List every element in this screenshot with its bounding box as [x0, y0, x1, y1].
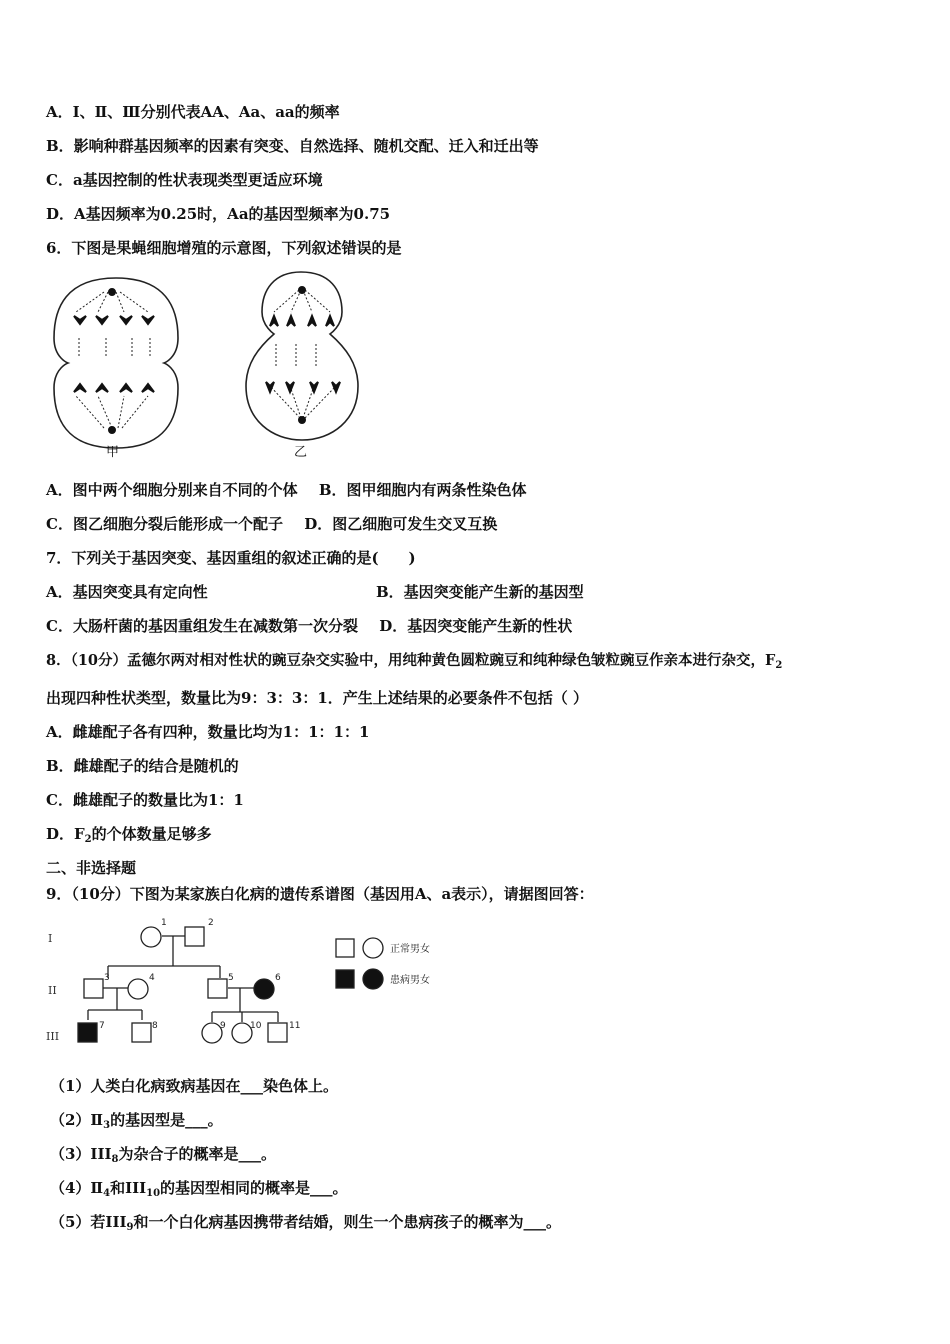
individual-2	[185, 927, 204, 946]
individual-6	[254, 979, 274, 999]
gen-label-3: III	[46, 1030, 60, 1043]
ind-num-11: 11	[289, 1021, 301, 1031]
q9-sub-1: （1）人类白化病致病基因在___染色体上。	[50, 1077, 338, 1095]
individual-7	[78, 1023, 97, 1042]
legend-normal-male-icon	[336, 939, 354, 957]
q9-sub-4-pre: （4）Ⅱ	[50, 1179, 104, 1197]
q9-sub-4-sub2: 10	[146, 1188, 161, 1199]
q6-options-row-2	[46, 514, 497, 534]
individual-5	[208, 979, 227, 998]
q8-stem-subscript: 2	[775, 660, 783, 671]
legend-normal-label: 正常男女	[390, 944, 430, 955]
legend-normal-female-icon	[363, 938, 383, 958]
cell-jia-diagram	[54, 278, 178, 448]
ind-num-1: 1	[161, 918, 167, 928]
individual-11	[268, 1023, 287, 1042]
q8-option-c: C．雌雄配子的数量比为1：1	[46, 791, 244, 809]
cell-jia-label: 甲	[106, 445, 120, 460]
q6-option-d: D．图乙细胞可发生交叉互换	[304, 515, 498, 533]
q6-options-row-1	[46, 480, 527, 500]
q5-option-a: A．Ⅰ、Ⅱ、Ⅲ分别代表AA、Aa、aa的频率	[46, 103, 340, 121]
q5-option-d: D．A基因频率为0.25时，Aa的基因型频率为0.75	[46, 205, 391, 223]
q9-stem: 9．（10分）下图为某家族白化病的遗传系谱图（基因用A、a表示），请据图回答：	[46, 885, 594, 903]
ind-num-2: 2	[208, 918, 214, 928]
q9-sub-4	[50, 1178, 348, 1198]
cell-division-figure	[46, 268, 366, 466]
q8-option-d-sub: 2	[84, 834, 92, 845]
individual-8	[132, 1023, 151, 1042]
q9-sub-4-mid: 和III	[110, 1179, 147, 1197]
q8-stem-line-2: 出现四种性状类型，数量比为9：3：3：1．产生上述结果的必要条件不包括（ ）	[46, 689, 588, 707]
q7-option-b: B．基因突变能产生新的基因型	[376, 583, 584, 601]
ind-num-9: 9	[220, 1021, 226, 1031]
q8-stem-text: 8．（10分）孟德尔两对相对性状的豌豆杂交实验中，用纯种黄色圆粒豌豆和纯种绿色皱粒豌豆作亲本进行杂交，F	[46, 652, 776, 669]
q9-sub-5-sub: 9	[126, 1222, 134, 1233]
q6-option-c: C．图乙细胞分裂后能形成一个配子	[46, 515, 283, 533]
q9-sub-4-sub1: 4	[103, 1188, 111, 1199]
q9-sub-3	[50, 1144, 276, 1164]
individual-3	[84, 979, 103, 998]
ind-num-7: 7	[99, 1021, 105, 1031]
ind-num-4: 4	[149, 973, 155, 983]
q9-sub-5-post: 和一个白化病基因携带者结婚，则生一个患病孩子的概率为___。	[133, 1213, 561, 1231]
ind-num-6: 6	[275, 973, 281, 983]
cell-yi-diagram	[246, 272, 358, 440]
pedigree-chart	[40, 912, 460, 1052]
q9-sub-5	[50, 1212, 561, 1232]
q5-option-c: C．a基因控制的性状表现类型更适应环境	[46, 171, 323, 189]
q8-option-d-pre: D．F	[46, 825, 85, 843]
q9-sub-2	[50, 1110, 223, 1130]
legend-affected-female-icon	[363, 969, 383, 989]
q6-option-b: B．图甲细胞内有两条性染色体	[318, 481, 527, 499]
individual-4	[128, 979, 148, 999]
gen-label-2: II	[48, 984, 57, 997]
individual-10	[232, 1023, 252, 1043]
ind-num-10: 10	[250, 1021, 262, 1031]
q7-options-row-2	[46, 616, 572, 636]
gen-label-1: I	[48, 932, 53, 945]
q9-sub-3-post: 为杂合子的概率是___。	[118, 1145, 276, 1163]
q9-sub-2-post: 的基因型是___。	[110, 1111, 223, 1129]
q9-sub-3-sub: 8	[111, 1154, 119, 1165]
cell-yi-label: 乙	[294, 445, 308, 460]
section-heading: 二、非选择题	[46, 859, 137, 877]
individual-9	[202, 1023, 222, 1043]
legend-affected-label: 患病男女	[390, 975, 430, 986]
q8-option-d	[46, 824, 212, 844]
individual-1	[141, 927, 161, 947]
q9-sub-4-post: 的基因型相同的概率是___。	[160, 1179, 348, 1197]
ind-num-3: 3	[104, 973, 110, 983]
q7-stem: 7．下列关于基因突变、基因重组的叙述正确的是( )	[46, 549, 416, 567]
q6-stem: 6．下图是果蝇细胞增殖的示意图，下列叙述错误的是	[46, 239, 402, 257]
q9-sub-2-pre: （2）Ⅱ	[50, 1111, 104, 1129]
q7-option-d: D．基因突变能产生新的性状	[379, 617, 573, 635]
q8-option-a: A．雌雄配子各有四种，数量比均为1：1：1：1	[46, 723, 370, 741]
q5-option-b: B．影响种群基因频率的因素有突变、自然选择、随机交配、迁入和迁出等	[46, 137, 539, 155]
q6-option-a: A．图中两个细胞分别来自不同的个体	[46, 481, 298, 499]
ind-num-5: 5	[228, 973, 234, 983]
q8-stem-line-1	[46, 651, 782, 671]
q7-option-c: C．大肠杆菌的基因重组发生在减数第一次分裂	[46, 617, 358, 635]
q9-sub-5-pre: （5）若III	[50, 1213, 127, 1231]
q8-option-d-post: 的个体数量足够多	[91, 825, 212, 843]
legend-affected-male-icon	[336, 970, 354, 988]
q8-option-b: B．雌雄配子的结合是随机的	[46, 757, 239, 775]
q9-sub-2-sub: 3	[103, 1120, 111, 1131]
q7-option-a: A．基因突变具有定向性	[46, 583, 208, 601]
ind-num-8: 8	[152, 1021, 158, 1031]
q9-sub-3-pre: （3）III	[50, 1145, 112, 1163]
